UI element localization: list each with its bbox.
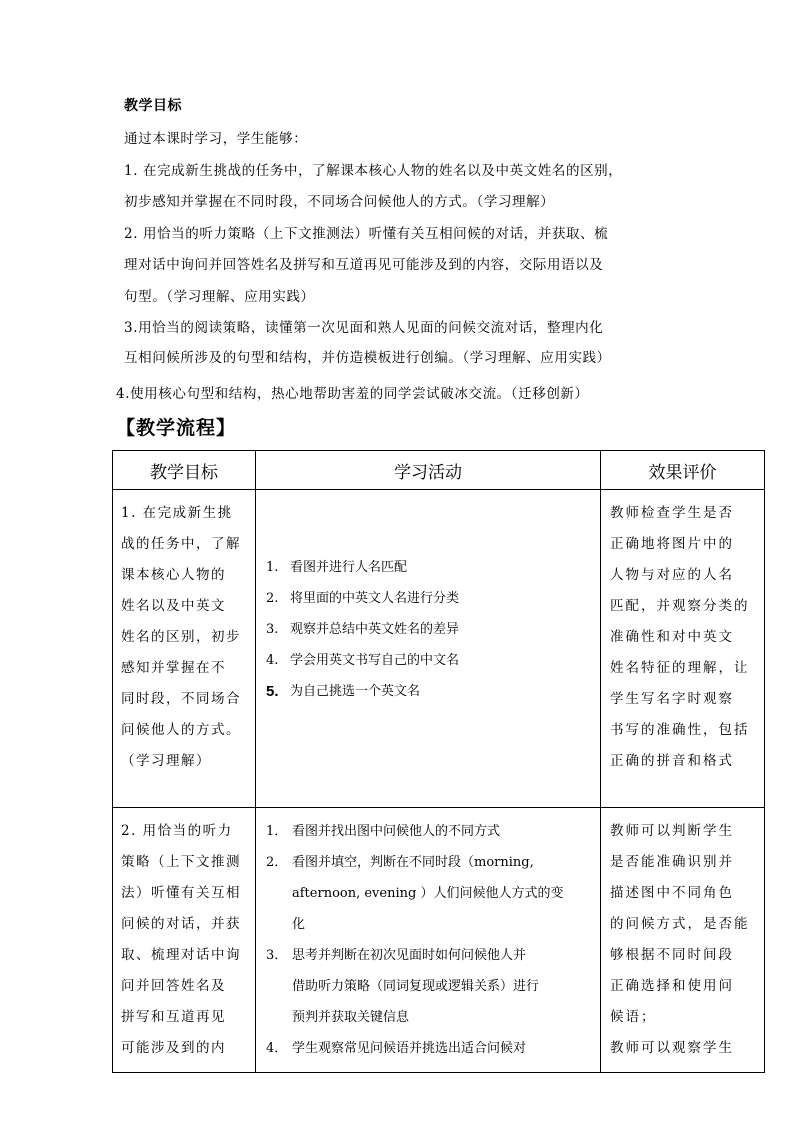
objective-line: 理对话中询问并回答姓名及拼写和互道再见可能涉及到的内容，交际用语以及 [124,257,604,273]
evaluation-line: 教师可以观察学生 [610,1040,734,1056]
activity-item [266,847,596,878]
activity-item [266,552,600,583]
activity-cell [256,490,601,808]
activity-text: 思考并判断在初次见面时如何问候他人并 [292,948,527,963]
table-row [113,808,765,1073]
goal-line: 法）听懂有关互相 [121,885,241,901]
activity-number: 2. [266,591,279,606]
evaluation-cell [601,490,765,808]
activity-cell [256,808,601,1073]
goal-line: 问候的对话，并获 [121,916,241,932]
objective-line: 1. 在完成新生挑战的任务中，了解课本核心人物的姓名以及中英文姓名的区别， [124,163,623,179]
goal-line: 同时段，不同场合 [121,691,241,707]
evaluation-line: 描述图中不同角色 [610,885,734,901]
goal-line: 问候他人的方式。 [121,722,241,738]
activity-text: afternoon, evening ）人们问候他人方式的变 [292,886,564,901]
objective-line: 3.用恰当的阅读策略，读懂第一次见面和熟人见面的问候交流对话，整理内化 [124,320,604,336]
activity-number: 2． [266,855,288,870]
evaluation-line: 学生写名字时观察 [610,691,734,707]
activity-item [266,940,596,971]
activity-text: 预判并获取关键信息 [292,1010,410,1025]
activity-item [266,583,600,614]
objective-line: 2. 用恰当的听力策略（上下文推测法）听懂有关互相问候的对话，并获取、梳 [124,226,609,242]
activity-item [266,645,600,676]
table-row [113,490,765,808]
evaluation-cell [601,808,765,1073]
objective-line: 互相问候所涉及的句型和结构，并仿造模板进行创编。（学习理解、应用实践） [124,350,611,366]
activity-number: 5. [266,683,279,700]
objectives-title: 教学目标 [124,98,182,114]
activity-item [266,816,596,847]
goal-line: 取、梳理对话中询 [121,947,241,963]
activity-text: 学生观察常见问候语并挑选出适合问候对 [292,1041,527,1056]
activity-item [266,676,600,707]
goal-cell [113,490,256,808]
activity-text: 学会用英文书写自己的中文名 [290,653,460,668]
activity-number: 1． [266,824,288,839]
activity-item [266,614,600,645]
activity-text: 观察并总结中英文姓名的差异 [290,622,460,637]
goal-line: 感知并掌握在不 [121,660,226,676]
activity-item [266,1033,596,1064]
activity-text: 看图并填空，判断在不同时段（morning, [292,855,534,870]
evaluation-line: 姓名特征的理解，让 [610,660,750,676]
activity-text: 将里面的中英文人名进行分类 [290,591,460,606]
evaluation-line: 匹配，并观察分类的 [610,598,750,614]
objective-line: 初步感知并掌握在不同时段，不同场合问候他人的方式。（学习理解） [124,194,555,210]
evaluation-line: 书写的准确性，包括 [610,722,750,738]
flow-title: 【教学流程】 [116,417,237,439]
activity-number: 3． [266,948,288,963]
goal-line: 2. 用恰当的听力 [121,823,233,839]
goal-line: 课本核心人物的 [121,567,226,583]
teaching-flow-table [112,450,765,1073]
evaluation-line: 正确的拼音和格式 [610,753,734,769]
header-goal: 教学目标 [113,451,256,490]
evaluation-line: 教师检查学生是否 [610,505,734,521]
goal-line: 姓名以及中英文 [121,598,226,614]
activity-text: 化 [292,917,306,932]
evaluation-line: 的问候方式，是否能 [610,916,750,932]
goal-cell [113,808,256,1073]
activity-number: 4． [266,1041,288,1056]
goal-line: 1. 在完成新生挑 [121,505,233,521]
goal-line: 战的任务中，了解 [121,536,241,552]
goal-line: （学习理解） [121,753,211,769]
activity-text: 看图并找出图中问候他人的不同方式 [292,824,501,839]
activity-text: 看图并进行人名匹配 [290,560,408,575]
goal-line: 问并回答姓名及 [121,978,226,994]
evaluation-line: 正确选择和使用问 [610,978,734,994]
evaluation-line: 准确性和对中英文 [610,629,734,645]
objective-line: 4.使用核心句型和结构，热心地帮助害羞的同学尝试破冰交流。（迁移创新） [116,386,589,402]
goal-line: 策略（上下文推测 [121,854,241,870]
activity-number: 4. [266,653,279,668]
evaluation-line: 候语； [610,1009,657,1025]
evaluation-line: 够根据不同时间段 [610,947,734,963]
goal-line: 姓名的区别，初步 [121,629,241,645]
table-header-row [113,451,765,490]
evaluation-line: 是否能准确识别并 [610,854,734,870]
goal-line: 可能涉及到的内 [121,1040,226,1056]
activity-text: 借助听力策略（同词复现或逻辑关系）进行 [292,979,540,994]
activity-number: 3. [266,622,279,637]
activity-text: 为自己挑选一个英文名 [290,684,421,699]
activity-number: 1. [266,560,279,575]
objective-line: 句型。（学习理解、应用实践） [124,289,315,305]
evaluation-line: 人物与对应的人名 [610,567,734,583]
objectives-intro: 通过本课时学习，学生能够： [124,131,308,147]
header-activity: 学习活动 [256,451,601,490]
evaluation-line: 教师可以判断学生 [610,823,734,839]
header-evaluation: 效果评价 [601,451,765,490]
goal-line: 拼写和互道再见 [121,1009,226,1025]
evaluation-line: 正确地将图片中的 [610,536,734,552]
